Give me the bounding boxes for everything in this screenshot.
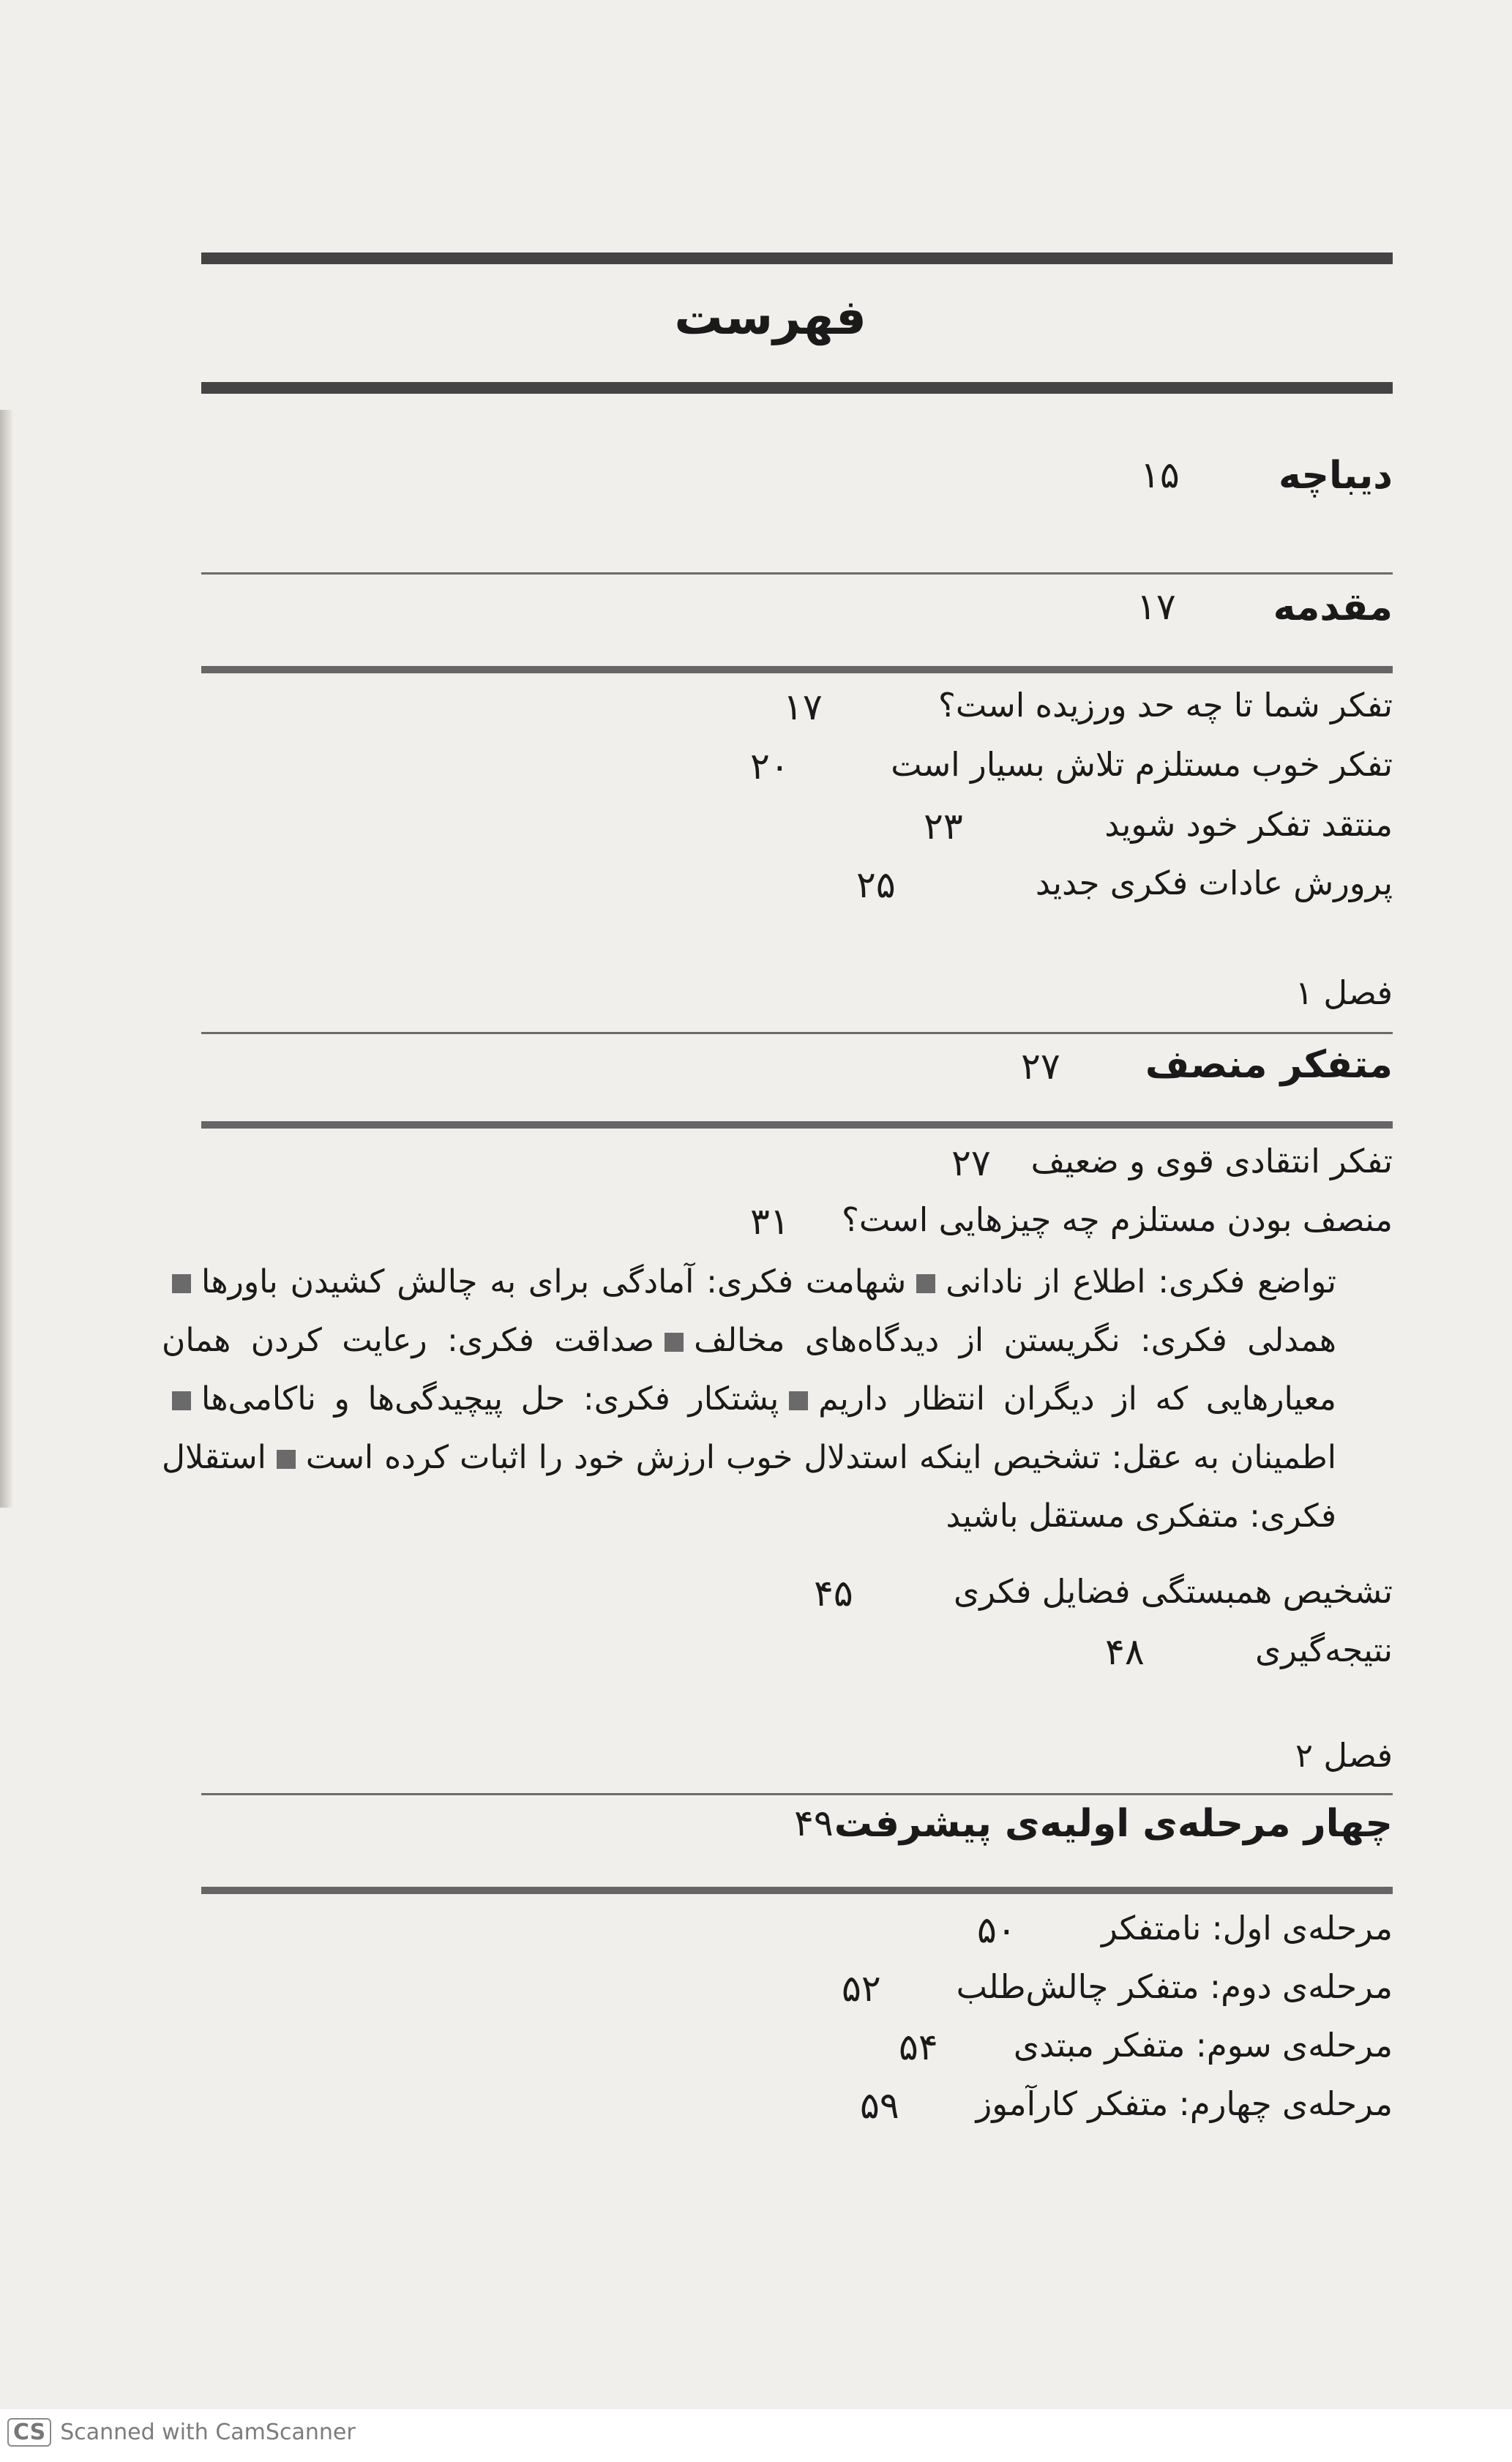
- square-bullet-icon: [665, 1333, 684, 1352]
- toc-item-page: ۵۴: [899, 2026, 938, 2068]
- toc-item-page: ۲۷: [951, 1142, 991, 1184]
- virtue-text: صداقت فکری: رعایت کردن همان معیارهایی که از دیگران انتظار داریم: [162, 1322, 1336, 1418]
- toc-item: مرحله‌ی اول: نامتفکر: [1101, 1909, 1393, 1947]
- toc-item: مرحله‌ی دوم: متفکر چالش‌طلب: [956, 1967, 1393, 2006]
- toc-item: پرورش عادات فکری جدید: [1035, 864, 1393, 902]
- square-bullet-icon: [172, 1391, 191, 1410]
- toc-item-page: ۲۰: [750, 745, 790, 787]
- chapter-2-title: چهار مرحله‌ی اولیه‌ی پیشرفت: [834, 1802, 1393, 1846]
- toc-item-page: ۱۷: [783, 686, 823, 728]
- toc-item-page: ۴۵: [814, 1572, 853, 1614]
- chapter-1-top-rule: [201, 1032, 1393, 1034]
- chapter-2-top-rule: [201, 1793, 1393, 1795]
- chapter-1-label: فصل ۱: [1295, 973, 1393, 1012]
- square-bullet-icon: [789, 1391, 808, 1410]
- camscanner-logo-icon: CS: [7, 2418, 51, 2447]
- toc-item: تفکر شما تا چه حد ورزیده است؟: [937, 686, 1393, 725]
- toc-item-page: ۵۲: [842, 1967, 881, 2010]
- square-bullet-icon: [172, 1274, 191, 1293]
- toc-item: تشخیص همبستگی فضایل فکری: [953, 1572, 1393, 1611]
- scanner-watermark-text: Scanned with CamScanner: [60, 2420, 356, 2445]
- toc-item: تفکر انتقادی قوی و ضعیف: [1030, 1142, 1393, 1181]
- toc-item-page: ۵۹: [860, 2084, 899, 2127]
- section-intro-label: مقدمه: [1273, 585, 1393, 629]
- toc-item: منتقد تفکر خود شوید: [1104, 805, 1393, 844]
- chapter-1-bottom-rule: [201, 1121, 1393, 1129]
- chapter-2-label: فصل ۲: [1295, 1736, 1393, 1775]
- intro-rule: [201, 666, 1393, 673]
- toc-item: تفکر خوب مستلزم تلاش بسیار است: [891, 745, 1393, 784]
- square-bullet-icon: [916, 1274, 935, 1293]
- virtue-text: اطمینان به عقل: تشخیص اینکه استدلال خوب ارزش خود را اثبات کرده است: [305, 1439, 1336, 1476]
- section-preface-label: دیباچه: [1279, 454, 1393, 498]
- title-bottom-rule: [201, 382, 1393, 394]
- section-intro-page: ۱۷: [1137, 585, 1176, 628]
- preface-rule: [201, 572, 1393, 575]
- toc-item-page: ۵۰: [977, 1909, 1017, 1951]
- chapter-1-page: ۲۷: [1021, 1045, 1060, 1088]
- virtue-text: همدلی فکری: نگریستن از دیدگاه‌های مخالف: [694, 1322, 1337, 1359]
- square-bullet-icon: [277, 1450, 296, 1469]
- toc-item-page: ۲۳: [924, 805, 963, 848]
- virtue-text: تواضع فکری: اطلاع از نادانی: [946, 1263, 1336, 1301]
- scanner-watermark: [7, 2418, 356, 2447]
- chapter-2-bottom-rule: [201, 1887, 1393, 1894]
- virtue-text: استقلال فکری: متفکری مستقل باشید: [162, 1439, 1336, 1535]
- toc-title: فهرست: [674, 289, 867, 345]
- toc-item: منصف بودن مستلزم چه چیزهایی است؟: [841, 1200, 1393, 1239]
- toc-item: مرحله‌ی سوم: متفکر مبتدی: [1013, 2026, 1393, 2065]
- intellectual-virtues-paragraph: [162, 1253, 1336, 1546]
- title-top-rule: [201, 252, 1393, 264]
- toc-item-page: ۴۸: [1105, 1631, 1145, 1673]
- chapter-1-title: متفکر منصف: [1145, 1043, 1393, 1087]
- toc-item: مرحله‌ی چهارم: متفکر کارآموز: [976, 2084, 1393, 2123]
- page-edge-shadow: [0, 410, 13, 1508]
- toc-item-page: ۳۱: [750, 1200, 790, 1243]
- toc-item-page: ۲۵: [856, 864, 896, 906]
- section-preface-page: ۱۵: [1140, 454, 1180, 496]
- toc-item: نتیجه‌گیری: [1255, 1631, 1393, 1669]
- virtue-text: شهامت فکری: آمادگی برای به چالش کشیدن باورها: [201, 1263, 907, 1301]
- virtue-text: پشتکار فکری: حل پیچیدگی‌ها و ناکامی‌ها: [201, 1380, 779, 1418]
- chapter-2-page: ۴۹: [794, 1802, 834, 1844]
